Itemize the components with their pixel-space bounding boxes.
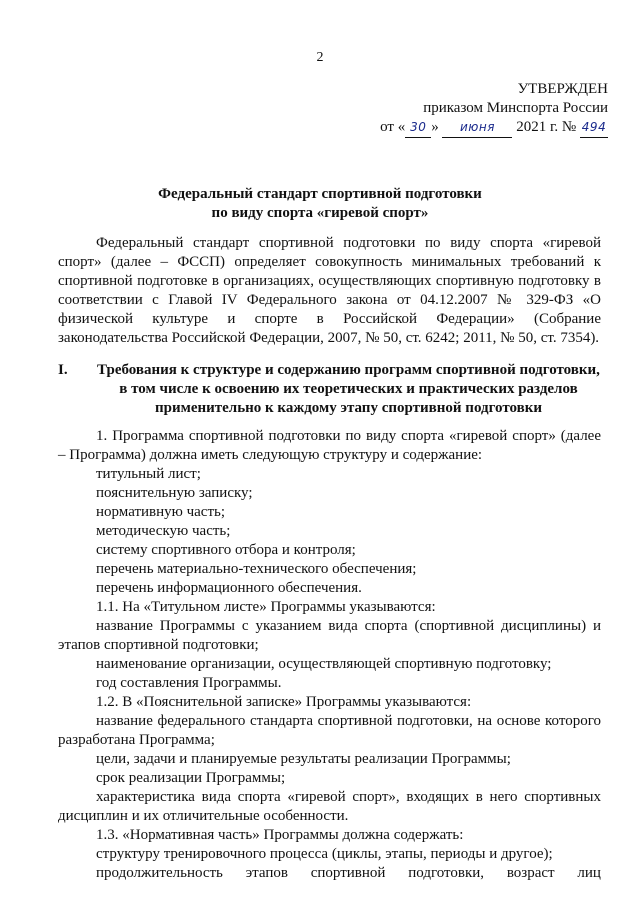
body-text — [58, 427, 601, 883]
paragraph-1: 1. Программа спортивной подготовки по виду спорта «гиревой спорт» (далее – Программа) должна иметь следующую структуру и содержание: — [58, 428, 601, 463]
structure-item: титульный лист; — [96, 466, 201, 482]
approval-date-line — [348, 118, 608, 138]
structure-item: нормативную часть; — [96, 504, 226, 520]
section-heading — [58, 361, 603, 418]
structure-item: систему спортивного отбора и контроля; — [96, 542, 356, 558]
paragraph-1-1: 1.1. На «Титульном листе» Программы указываются: — [96, 599, 436, 615]
paragraph-1-2-d: характеристика вида спорта «гиревой спорт», входящих в него спортивных дисциплин и их отличительные особенности. — [58, 789, 601, 824]
word: спортивной — [310, 865, 386, 881]
structure-item: методическую часть; — [96, 523, 231, 539]
paragraph-1-1-b: наименование организации, осуществляющей спортивную подготовку; — [96, 656, 552, 672]
section-title-line-1: Требования к структуре и содержанию программ спортивной подготовки, — [97, 362, 600, 378]
structure-item: перечень информационного обеспечения. — [96, 580, 362, 596]
paragraph-1-1-a: название Программы с указанием вида спорта (спортивной дисциплины) и этапов спортивной подготовки; — [58, 618, 601, 653]
date-prefix: от « — [380, 119, 406, 135]
approval-order-line: приказом Минспорта России — [423, 100, 608, 116]
page-number: 2 — [316, 50, 324, 65]
title-line-2: по виду спорта «гиревой спорт» — [211, 205, 429, 221]
structure-item: перечень материально-технического обеспечения; — [96, 561, 417, 577]
approval-heading: УТВЕРЖДЕН — [517, 81, 608, 97]
section-title-line-2: в том числе к освоению их теоретических и практических разделов — [119, 381, 578, 397]
paragraph-1-2-b: цели, задачи и планируемые результаты реализации Программы; — [96, 751, 511, 767]
title-line-1: Федеральный стандарт спортивной подготовки — [158, 186, 482, 202]
word: продолжительность — [96, 865, 223, 881]
section-number: I. — [58, 362, 68, 378]
paragraph-1-2-a: название федерального стандарта спортивной подготовки, на основе которого разработана Программа; — [58, 713, 601, 748]
intro-paragraph: Федеральный стандарт спортивной подготовки по виду спорта «гиревой спорт» (далее – ФССП) определяет совокупность минимальных требований к спортивной подготовке в организациях, осуществляющих спортивную подготовку в соответствии с Главой IV Федерального закона от 04.12.2007 № 329-ФЗ «О физической культуре и спорте в Российской Федерации» (Собрание законодательства Российской Федерации, 2007, № 50, ст. 6242; 2011, № 50, ст. 7354). — [58, 235, 601, 346]
word: этапов — [245, 865, 288, 881]
approval-block — [348, 80, 608, 138]
year-text: 2021 г. № — [516, 119, 577, 135]
document-title — [0, 185, 640, 223]
structure-item: пояснительную записку; — [96, 485, 253, 501]
handwritten-number: 494 — [580, 118, 608, 138]
handwritten-month: июня — [442, 118, 512, 138]
paragraph-1-3-a: структуру тренировочного процесса (циклы, этапы, периоды и другое); — [96, 846, 553, 862]
paragraph-1-3-b — [58, 864, 601, 883]
paragraph-1-1-c: год составления Программы. — [96, 675, 282, 691]
paragraph-1-2-c: срок реализации Программы; — [96, 770, 286, 786]
word: возраст — [506, 865, 555, 881]
section-title-line-3: применительно к каждому этапу спортивной подготовки — [154, 400, 543, 416]
word: лиц — [577, 865, 601, 881]
paragraph-1-2: 1.2. В «Пояснительной записке» Программы указываются: — [96, 694, 472, 710]
word: подготовки, — [408, 865, 485, 881]
date-mid: » — [431, 119, 439, 135]
handwritten-day: 30 — [405, 118, 431, 138]
paragraph-1-3: 1.3. «Нормативная часть» Программы должна содержать: — [96, 827, 464, 843]
